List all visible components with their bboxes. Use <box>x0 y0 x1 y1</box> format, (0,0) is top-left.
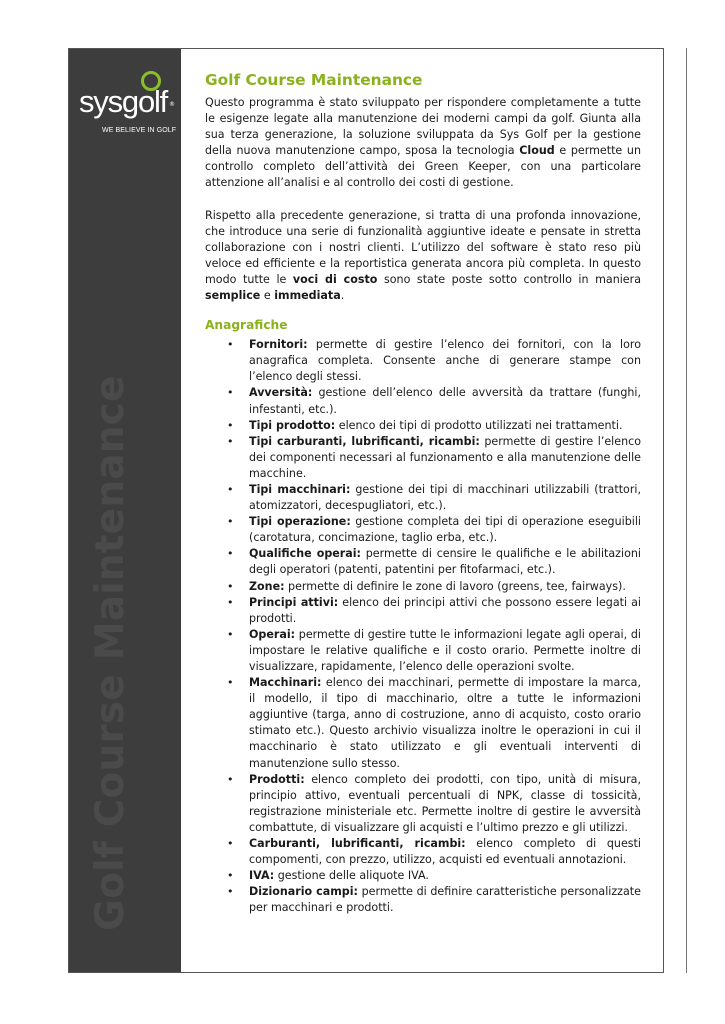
list-item <box>205 482 641 514</box>
list-item <box>205 337 641 385</box>
intro1-text-a: Questo programma è stato sviluppato per rispondere completamente a tutte le esigenze legate alla manutenzione dei moderni campi da golf. Giunta alla sua terza generazione, la soluzione sviluppata da Sys Golf per la gestione della nuova manutenzione campo, sposa la tecnologia <box>205 96 641 158</box>
bullet-icon: • <box>227 515 234 529</box>
bullet-icon: • <box>227 547 234 561</box>
sidebar-vertical-title: Golf Course Maintenance <box>88 375 133 931</box>
list-item-term: Fornitori: <box>249 338 308 352</box>
list-item <box>205 418 641 434</box>
main-content <box>205 70 641 917</box>
sidebar <box>69 49 181 972</box>
page-title: Golf Course Maintenance <box>205 71 423 89</box>
list-item <box>205 772 641 836</box>
section-title-anagrafiche: Anagrafiche <box>205 318 288 333</box>
bullet-icon: • <box>227 869 234 883</box>
intro-paragraph-2 <box>205 208 641 305</box>
intro2-text-a: Rispetto alla precedente generazione, si tratta di una profonda innovazione, che introduce una serie di funzionalità aggiuntive ideate e pensate in stretta collaborazione con i nostri clienti. L’utilizzo del software è stato reso più veloce ed efficiente e la reportistica generata ancora più completa. In questo modo tutte le <box>205 208 641 286</box>
list-item-text: gestione dei tipi di macchinari utilizzabili (trattori, atomizzatori, decespugliatori, etc.). <box>249 482 642 513</box>
list-item-text: gestione delle aliquote IVA. <box>274 869 429 883</box>
list-item-text: permette di definire caratteristiche personalizzate per macchinari e prodotti. <box>249 885 641 915</box>
sysgolf-logo <box>79 71 179 151</box>
list-item-term: Carburanti, lubrificanti, ricambi: <box>249 837 466 851</box>
bullet-icon: • <box>227 676 234 690</box>
list-item <box>205 385 641 417</box>
list-item-text: permette di gestire l’elenco dei componenti necessari al funzionamento e alla manutenzione delle macchine. <box>249 434 641 480</box>
list-item-term: Tipi operazione: <box>249 515 351 529</box>
list-item <box>205 675 641 772</box>
list-item-term: Zone: <box>249 579 285 593</box>
list-item <box>205 514 641 546</box>
list-item-term: Prodotti: <box>249 772 305 786</box>
bullet-icon: • <box>227 579 234 593</box>
list-item <box>205 434 641 482</box>
list-item-text: elenco dei principi attivi che possono essere legati ai prodotti. <box>249 595 642 625</box>
list-item-term: Avversità: <box>249 386 313 400</box>
bullet-icon: • <box>227 772 234 786</box>
list-item-text: permette di gestire tutte le informazioni legate agli operai, di impostare le relative qualifiche e il costo orario. Permette inoltre di visualizzare, rapidamente, l’elenco delle operazioni svolte. <box>249 627 641 673</box>
intro1-bold-cloud: Cloud <box>519 144 555 158</box>
bullet-icon: • <box>227 338 234 352</box>
anagrafiche-list <box>205 337 641 916</box>
list-item <box>205 546 641 578</box>
list-item-term: Operai: <box>249 627 296 641</box>
list-item-text: elenco dei tipi di prodotto utilizzati nei trattamenti. <box>335 418 623 432</box>
list-item <box>205 579 641 595</box>
bullet-icon: • <box>227 386 234 400</box>
logo-tagline: WE BELIEVE IN GOLF <box>102 127 177 134</box>
intro-paragraph-1 <box>205 95 641 192</box>
intro2-bold-immediata: immediata <box>274 289 341 303</box>
list-item-term: Dizionario campi: <box>249 885 358 899</box>
list-item-term: Qualifiche operai: <box>249 547 361 561</box>
list-item-text: elenco completo di questi compomenti, con prezzo, utilizzo, acquisti ed eventuali annotazioni. <box>249 837 641 867</box>
intro2-bold-semplice: semplice <box>205 289 261 303</box>
list-item-text: gestione dell’elenco delle avversità da trattare (funghi, infestanti, etc.). <box>249 386 641 416</box>
bullet-icon: • <box>227 595 234 609</box>
list-item-text: permette di gestire l’elenco dei fornitori, con la loro anagrafica completa. Consente anche di generare stampe con l’elenco degli stessi. <box>249 338 641 384</box>
intro2-bold-voci: voci di costo <box>292 272 378 286</box>
list-item-term: Tipi carburanti, lubrificanti, ricambi: <box>249 434 480 448</box>
list-item <box>205 595 641 627</box>
margin-rule <box>686 48 687 973</box>
intro2-text-e: e <box>260 289 275 303</box>
intro1-text-c: e permette un controllo completo dell’attività dei Green Keeper, con una particolare attenzione all’analisi e al controllo dei costi di gestione. <box>205 144 641 190</box>
list-item-text: gestione completa dei tipi di operazione eseguibili (carotatura, concimazione, taglio erba, etc.). <box>249 515 642 545</box>
logo-wordmark: sysgolf <box>79 84 168 119</box>
list-item-text: elenco completo dei prodotti, con tipo, unità di misura, principio attivo, eventuali percentuali di NPK, classe di tossicità, registrazione ministeriale etc. Permette inoltre di gestire le avversità combattute, di visualizzare gli acquisti e l’ultimo prezzo e gli utilizzi. <box>249 772 641 834</box>
intro2-text-c: sono state poste sotto controllo in maniera <box>377 272 641 286</box>
list-item-term: Tipi prodotto: <box>249 418 336 432</box>
intro2-text-g: . <box>340 289 345 303</box>
bullet-icon: • <box>227 434 234 448</box>
bullet-icon: • <box>227 482 234 496</box>
registered-mark-icon: ® <box>169 101 175 108</box>
list-item <box>205 836 641 868</box>
bullet-icon: • <box>227 885 234 899</box>
list-item-term: Tipi macchinari: <box>249 482 351 496</box>
bullet-icon: • <box>227 418 234 432</box>
list-item <box>205 884 641 916</box>
list-item-term: Principi attivi: <box>249 595 339 609</box>
list-item-text: permette di definire le zone di lavoro (greens, tee, fairways). <box>284 579 626 593</box>
list-item-term: Macchinari: <box>249 676 322 690</box>
bullet-icon: • <box>227 837 234 851</box>
list-item-text: permette di censire le qualifiche e le abilitazioni degli operatori (patenti, patentini per fitofarmaci, etc.). <box>249 547 641 577</box>
bullet-icon: • <box>227 627 234 641</box>
list-item-term: IVA: <box>249 869 275 883</box>
list-item <box>205 868 641 884</box>
list-item <box>205 627 641 675</box>
list-item-text: elenco dei macchinari, permette di impostare la marca, il modello, il tipo di macchinario, oltre a tutte le informazioni aggiuntive (targa, anno di costruzione, anno di acquisto, costo orario stimato etc.). Questo archivio visualizza inoltre le operazioni in cui il macchinario è stato utilizzato e gli eventuali interventi di manutenzione sullo stesso. <box>249 676 641 770</box>
